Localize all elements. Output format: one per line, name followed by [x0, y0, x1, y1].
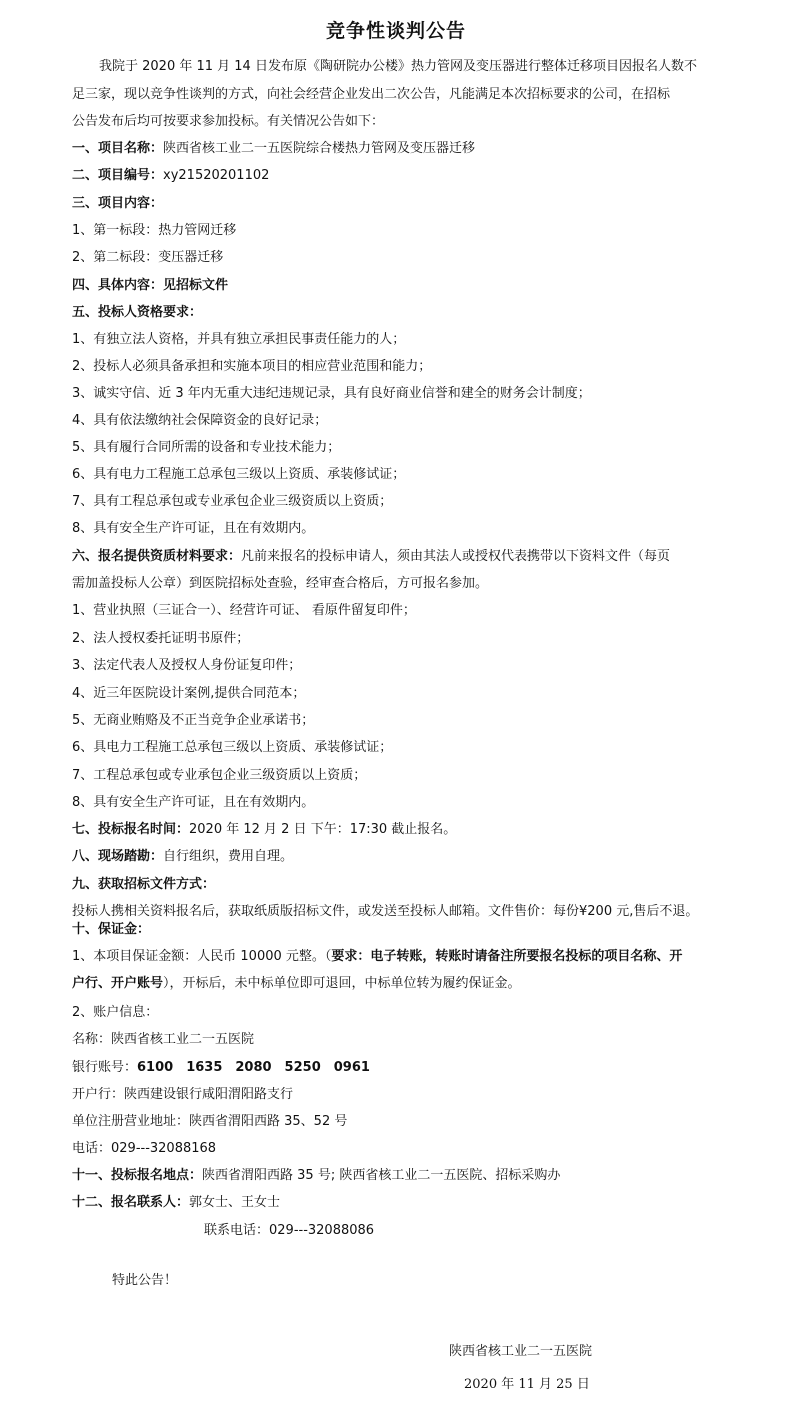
section-9-text: 投标人携相关资料报名后，获取纸质版招标文件，或发送至投标人邮箱。文件售价：每份¥200 元,售后不退。: [72, 904, 699, 919]
section-11: [72, 1166, 560, 1186]
section-5-item: 5、具有履行合同所需的设备和专业技术能力；: [72, 440, 341, 455]
section-10-heading: 十、保证金：: [72, 922, 151, 937]
section-6-text-cont: 需加盖投标人公章）到医院招标处查验，经审查合格后，方可报名参加。: [72, 576, 489, 591]
section-6-item: 1、营业执照（三证合一）、经营许可证、 看原件留复印件；: [72, 603, 416, 618]
section-6-item: 6、具电力工程施工总承包三级以上资质、承装修试证；: [72, 740, 393, 755]
registration-deadline: 2020 年 12 月 2 日 下午：17:30 截止报名。: [189, 822, 457, 837]
account-name: 名称：陕西省核工业二一五医院: [72, 1032, 255, 1047]
project-name: 陕西省核工业二一五医院综合楼热力管网及变压器迁移: [163, 141, 476, 156]
deposit-line-2: [72, 974, 521, 994]
intro-line-3: 公告发布后均可按要求参加投标。有关情况公告如下：: [72, 114, 385, 129]
section-5-item: 4、具有依法缴纳社会保障资金的良好记录；: [72, 413, 328, 428]
registration-location: 陕西省渭阳西路 35 号; 陕西省核工业二一五医院、招标采购办: [202, 1168, 561, 1183]
section-3-heading: 三、项目内容：: [72, 196, 164, 211]
registered-address: 单位注册营业地址：陕西省渭阳西路 35、52 号: [72, 1114, 348, 1129]
bank-name: 开户行：陕西建设银行咸阳渭阳路支行: [72, 1087, 294, 1102]
section-5-item: 2、投标人必须具备承担和实施本项目的相应营业范围和能力；: [72, 359, 432, 374]
intro-line-1: 我院于 2020 年 11 月 14 日发布原《陶研院办公楼》热力管网及变压器进行整体迁移项目因报名人数不: [99, 59, 697, 74]
section-7: [72, 820, 456, 840]
bank-account-number: 6100 1635 2080 5250 0961: [137, 1060, 370, 1075]
section-6-item: 8、具有安全生产许可证，且在有效期内。: [72, 795, 315, 810]
section-6-heading: 六、报名提供资质材料要求：: [72, 549, 242, 564]
deposit-requirement: 要求：电子转账，转账时请备注所要报名投标的项目名称、开: [331, 949, 683, 964]
contact-phone: 联系电话：029---32088086: [204, 1223, 375, 1238]
section-6-item: 2、法人授权委托证明书原件；: [72, 631, 250, 646]
deposit-requirement-cont: 户行、开户账号: [72, 976, 164, 991]
section-11-heading: 十一、投标报名地点：: [72, 1168, 203, 1183]
deposit-line-1: [72, 947, 682, 967]
section-2: [72, 166, 269, 186]
bank-account: [72, 1058, 370, 1078]
section-5-item: 6、具有电力工程施工总承包三级以上资质、承装修试证；: [72, 467, 406, 482]
section-6-item: 4、近三年医院设计案例,提供合同范本；: [72, 686, 306, 701]
section-6-item: 7、工程总承包或专业承包企业三级资质以上资质；: [72, 768, 367, 783]
section-6-item: 5、无商业贿赂及不正当竞争企业承诺书；: [72, 713, 315, 728]
account-info-heading: 2、账户信息：: [72, 1005, 159, 1020]
section-8: [72, 847, 293, 867]
section-5-item: 8、具有安全生产许可证，且在有效期内。: [72, 521, 315, 536]
section-6: [72, 547, 670, 567]
section-9-heading: 九、获取招标文件方式：: [72, 877, 216, 892]
section-7-heading: 七、投标报名时间：: [72, 822, 190, 837]
section-12-heading: 十二、报名联系人：: [72, 1195, 190, 1210]
section-5-item: 7、具有工程总承包或专业承包企业三级资质以上资质；: [72, 494, 393, 509]
deposit-amount: 1、本项目保证金额：人民币 10000 元整。（: [72, 949, 332, 964]
section-8-heading: 八、现场踏勘：: [72, 849, 164, 864]
phone: 电话：029---32088168: [72, 1141, 217, 1156]
section-5-item: 1、有独立法人资格，并具有独立承担民事责任能力的人；: [72, 332, 406, 347]
site-visit-text: 自行组织，费用自理。: [163, 849, 294, 864]
signature-organization: 陕西省核工业二一五医院: [449, 1344, 593, 1359]
section-2-heading: 二、项目编号：: [72, 168, 164, 183]
document-title: 竞争性谈判公告: [325, 20, 466, 42]
section-3-item: 1、第一标段：热力管网迁移: [72, 223, 237, 238]
section-3-item: 2、第二标段：变压器迁移: [72, 250, 224, 265]
section-1: [72, 139, 475, 159]
section-6-item: 3、法定代表人及授权人身份证复印件；: [72, 658, 302, 673]
project-number: xy21520201102: [163, 168, 270, 183]
section-5-heading: 五、投标人资格要求：: [72, 305, 203, 320]
section-4-heading: 四、具体内容：见招标文件: [72, 278, 229, 293]
contact-persons: 郭女士、王女士: [189, 1195, 281, 1210]
section-5-item: 3、诚实守信、近 3 年内无重大违纪违规记录，具有良好商业信誉和建全的财务会计制度；: [72, 386, 591, 401]
deposit-refund-text: ），开标后，未中标单位即可退回，中标单位转为履约保证金。: [163, 976, 521, 991]
section-12: [72, 1193, 280, 1213]
closing-statement: 特此公告！: [112, 1273, 178, 1288]
intro-line-2: 足三家，现以竞争性谈判的方式，向社会经营企业发出二次公告，凡能满足本次招标要求的公司，在招标: [72, 87, 671, 102]
signature-date: 2020 年 11 月 25 日: [464, 1377, 590, 1392]
section-1-heading: 一、项目名称：: [72, 141, 164, 156]
bank-account-label: 银行账号：: [72, 1060, 138, 1075]
section-6-text: 凡前来报名的投标申请人，须由其法人或授权代表携带以下资料文件（每页: [241, 549, 671, 564]
